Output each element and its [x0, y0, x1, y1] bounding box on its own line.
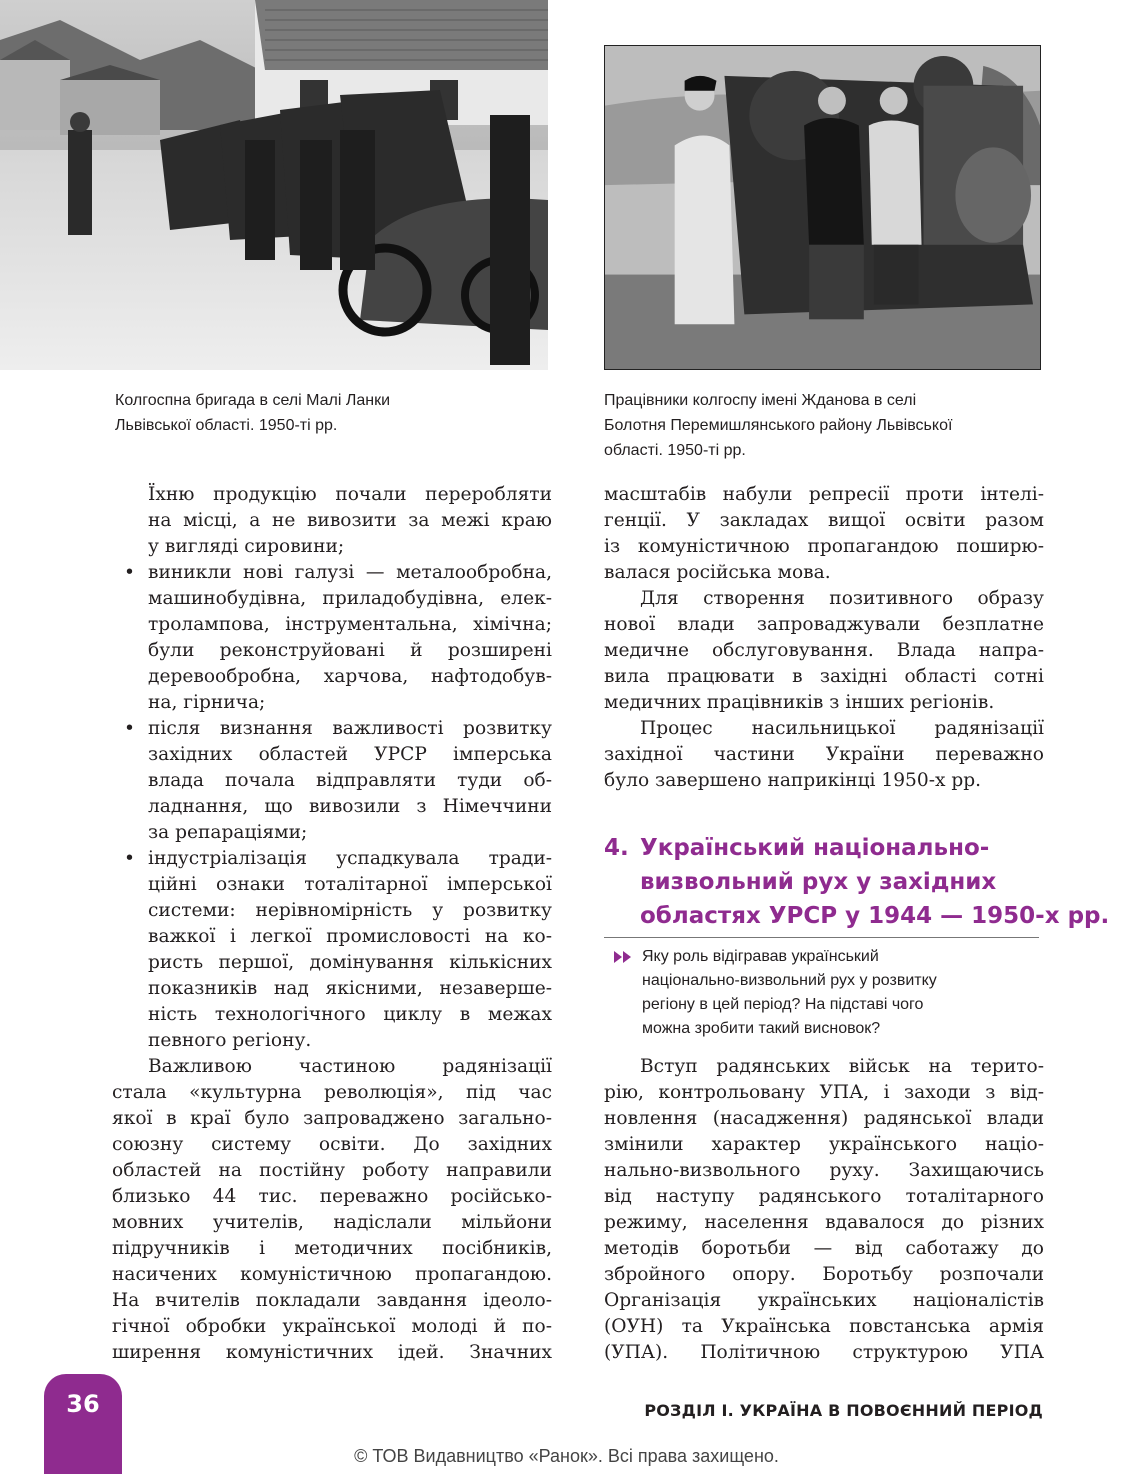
text-line: Їхню продукцію почали переробляти	[148, 484, 552, 505]
text-line: ристь першої, домінування кількісних	[148, 952, 552, 973]
text-line: важкої і легкої промисловості на ко-	[148, 926, 552, 947]
text-line: стала «культурна революція», під час	[112, 1082, 552, 1103]
text-line: системи: нерівномірність у розвитку	[148, 900, 552, 921]
text-line: за репараціями;	[148, 822, 308, 843]
section-title-line: визвольний рух у західних	[640, 869, 997, 895]
text-line: методів боротьби — від саботажу до	[604, 1238, 1044, 1259]
text-line: змінили характер українського націо-	[604, 1134, 1044, 1155]
section-title-line: областях УРСР у 1944 — 1950-х рр.	[640, 903, 1110, 929]
text-line: якої в краї було запроваджено загально-	[112, 1108, 552, 1129]
text-line: машинобудівна, приладобудівна, елек-	[148, 588, 552, 609]
text-line: гічної обробки української молоді й по-	[112, 1316, 552, 1337]
text-line: союзну систему освіти. До західних	[112, 1134, 552, 1155]
page-number: 36	[66, 1390, 100, 1418]
caption-line: Працівники колгоспу імені Жданова в селі	[604, 392, 917, 409]
text-line: режиму, населення вдавалося до різних	[604, 1212, 1044, 1233]
text-line: нової влади запроваджували безплатне	[604, 614, 1044, 635]
text-line: у вигляді сировини;	[148, 536, 345, 557]
text-line: на, гірнича;	[148, 692, 266, 713]
text-line: новлення (насадження) радянської влади	[604, 1108, 1044, 1129]
section-number: 4.	[604, 835, 629, 861]
right-text-column-top	[604, 482, 1044, 794]
text-line: Для створення позитивного образу	[640, 588, 1044, 609]
left-text-column	[112, 482, 552, 1366]
caption-line: Колгоспна бригада в селі Малі Ланки	[115, 392, 391, 409]
text-line: генції. У закладах вищої освіти разом	[604, 510, 1044, 531]
caption-line: Львівської області. 1950-ті рр.	[115, 417, 338, 434]
copyright-notice: © ТОВ Видавництво «Ранок». Всі права захищено.	[354, 1446, 779, 1466]
text-line: західних областей УРСР імперська	[148, 744, 552, 765]
text-line: валася російська мова.	[604, 562, 831, 583]
photo-farm-workers	[604, 45, 1041, 370]
text-line: вила працювати в західні області сотні	[604, 666, 1044, 687]
text-line: Важливою частиною радянізації	[148, 1056, 552, 1077]
question-line: Яку роль відігравав український	[642, 948, 879, 965]
text-line: ційні ознаки тоталітарної імперської	[148, 874, 552, 895]
caption-line: області. 1950-ті рр.	[604, 442, 746, 459]
running-section-title: РОЗДІЛ І. УКРАЇНА В ПОВОЄННИЙ ПЕРІОД	[644, 1401, 1043, 1420]
text-line: масштабів набули репресії проти інтелі-	[604, 484, 1044, 505]
text-line: близько 44 тис. переважно російсько-	[112, 1186, 552, 1207]
text-line: медичне обслуговування. Влада напра-	[604, 640, 1044, 661]
text-line: ширення комуністичних ідей. Значних	[112, 1342, 552, 1363]
text-line: (УПА). Політичною структурою УПА	[604, 1342, 1044, 1363]
text-line: Вступ радянських військ на терито-	[640, 1056, 1044, 1077]
text-line: областей на постійну роботу направили	[112, 1160, 552, 1181]
text-line: підручників і методичних посібників,	[112, 1238, 552, 1259]
heading-divider	[604, 937, 1039, 938]
text-line: показників над якісними, незаверше-	[148, 978, 552, 999]
text-line: Процес насильницької радянізації	[640, 718, 1044, 739]
text-line: нально-визвольного руху. Захищаючись	[604, 1160, 1044, 1181]
text-line: західної частини України переважно	[604, 744, 1044, 765]
text-line: ність технологічного циклу в межах	[148, 1004, 552, 1025]
text-line: влада почала відправляти туди об-	[148, 770, 552, 791]
right-text-column-bottom	[604, 1054, 1044, 1366]
text-line: Організація українських націоналістів	[604, 1290, 1044, 1311]
photo-caption-right	[604, 388, 952, 463]
text-line: деревообробна, харчова, нафтодобув-	[148, 666, 552, 687]
text-line: (ОУН) та Українська повстанська армія	[604, 1316, 1044, 1337]
text-line: мовних учителів, надіслали мільйони	[112, 1212, 552, 1233]
text-line: медичних працівників з інших регіонів.	[604, 692, 995, 713]
photo-collective-farm-brigade	[0, 0, 548, 370]
question-block	[614, 945, 937, 1041]
text-line: На вчителів покладали завдання ідеоло-	[112, 1290, 552, 1311]
bullet-item: • після визнання важливості розвитку	[112, 716, 552, 742]
text-line: ладнання, що вивозили з Німеччини	[148, 796, 552, 817]
text-line: насичених комуністичною пропагандою.	[112, 1264, 552, 1285]
question-line: можна зробити такий висновок?	[642, 1020, 881, 1037]
section-heading	[604, 831, 1109, 933]
bullet-item: • індустріалізація успадкувала тради-	[112, 846, 552, 872]
text-line: певного регіону.	[148, 1030, 312, 1051]
section-title-line: Український національно-	[640, 835, 990, 861]
text-line: від наступу радянського тоталітарного	[604, 1186, 1044, 1207]
text-line: тролампова, інструментальна, хімічна;	[148, 614, 552, 635]
question-line: регіону в цей період? На підставі чого	[642, 996, 924, 1013]
bullet-item: • виникли нові галузі — металообробна,	[112, 560, 552, 586]
text-line: на місці, а не вивозити за межі краю	[148, 510, 552, 531]
question-line: національно-визвольний рух у розвитку	[642, 972, 937, 989]
text-line: були реконструйовані й розширені	[148, 640, 552, 661]
double-arrow-icon	[614, 951, 634, 963]
text-line: рію, контрольовану УПА, і заходи з від-	[604, 1082, 1044, 1103]
text-line: було завершено наприкінці 1950-х рр.	[604, 770, 982, 791]
caption-line: Болотня Перемишлянського району Львівської	[604, 417, 953, 434]
text-line: збройного опору. Боротьбу розпочали	[604, 1264, 1044, 1285]
text-line: із комуністичною пропагандою поширю-	[604, 536, 1044, 557]
photo-caption-left	[115, 388, 390, 438]
